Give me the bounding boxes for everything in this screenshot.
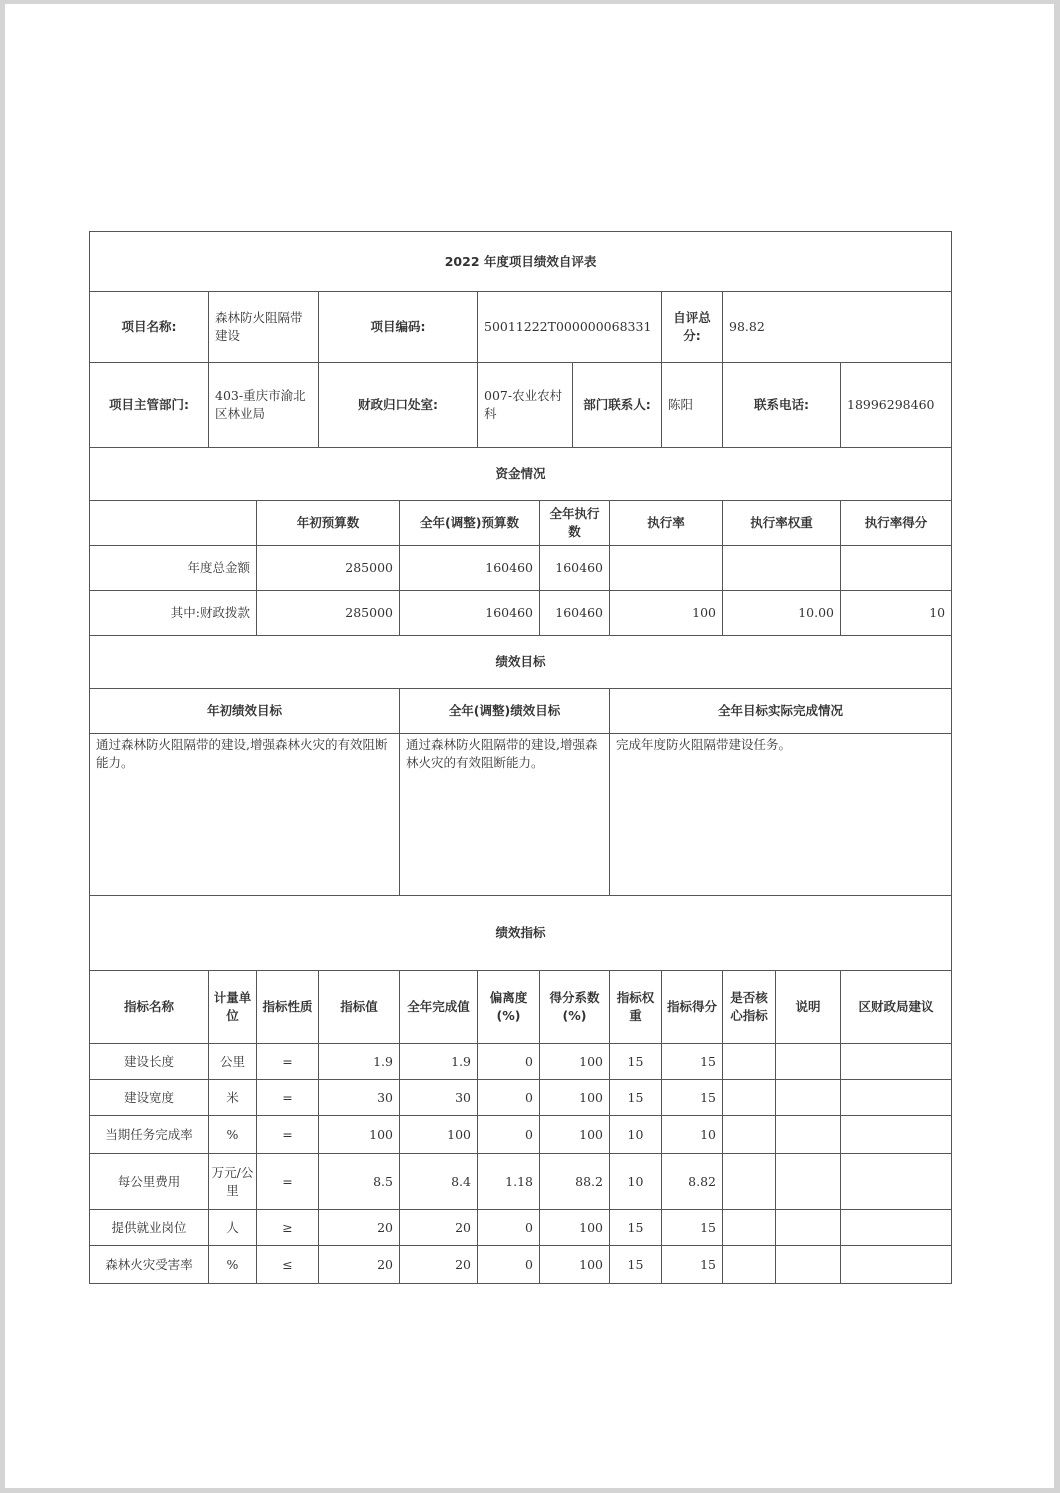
ind-unit-cell: 公里 — [209, 1044, 257, 1080]
contact-label: 部门联系人: — [573, 363, 662, 448]
ind-target-cell: 100 — [319, 1116, 400, 1154]
indicator-row — [90, 1116, 952, 1154]
indicator-row — [90, 1080, 952, 1116]
ind-nature-cell: = — [257, 1154, 319, 1210]
ind-actual-cell: 30 — [400, 1080, 478, 1116]
funds-row-label: 其中:财政拨款 — [90, 591, 257, 636]
ind-nature-cell: ≤ — [257, 1246, 319, 1284]
ind-deviation-cell: 0 — [478, 1246, 540, 1284]
ind-deviation-cell: 0 — [478, 1116, 540, 1154]
ind-actual-cell: 1.9 — [400, 1044, 478, 1080]
ind-header-deviation: 偏离度(%) — [478, 971, 540, 1044]
ind-target-cell: 8.5 — [319, 1154, 400, 1210]
ind-header-name: 指标名称 — [90, 971, 209, 1044]
funds-budget-cell: 285000 — [257, 591, 400, 636]
ind-header-note: 说明 — [776, 971, 841, 1044]
ind-name-cell: 每公里费用 — [90, 1154, 209, 1210]
ind-coef-cell: 100 — [540, 1080, 610, 1116]
funds-score-cell: 10 — [841, 591, 952, 636]
page-title: 2022 年度项目绩效自评表 — [90, 232, 952, 292]
ind-coef-cell: 100 — [540, 1246, 610, 1284]
contact-value: 陈阳 — [662, 363, 723, 448]
goal-adjusted-text: 通过森林防火阻隔带的建设,增强森林火灾的有效阻断能力。 — [400, 734, 610, 896]
funds-row-fiscal — [90, 591, 952, 636]
ind-deviation-cell: 1.18 — [478, 1154, 540, 1210]
ind-note-cell — [776, 1116, 841, 1154]
funds-executed-cell: 160460 — [540, 546, 610, 591]
ind-weight-cell: 15 — [610, 1080, 662, 1116]
ind-header-advice: 区财政局建议 — [841, 971, 952, 1044]
ind-weight-cell: 15 — [610, 1210, 662, 1246]
project-name-label: 项目名称: — [90, 292, 209, 363]
goals-section-header: 绩效目标 — [90, 636, 952, 689]
ind-nature-cell: ≥ — [257, 1210, 319, 1246]
funds-section-header: 资金情况 — [90, 448, 952, 501]
indicators-body — [90, 1044, 952, 1284]
funds-rate-cell: 100 — [610, 591, 723, 636]
performance-self-evaluation-table — [89, 231, 952, 1284]
ind-core-cell — [723, 1080, 776, 1116]
indicators-section-header: 绩效指标 — [90, 896, 952, 971]
ind-weight-cell: 10 — [610, 1116, 662, 1154]
ind-name-cell: 森林火灾受害率 — [90, 1246, 209, 1284]
ind-score-cell: 15 — [662, 1080, 723, 1116]
ind-note-cell — [776, 1246, 841, 1284]
ind-unit-cell: % — [209, 1246, 257, 1284]
ind-name-cell: 建设宽度 — [90, 1080, 209, 1116]
ind-core-cell — [723, 1210, 776, 1246]
ind-core-cell — [723, 1154, 776, 1210]
ind-coef-cell: 88.2 — [540, 1154, 610, 1210]
ind-name-cell: 提供就业岗位 — [90, 1210, 209, 1246]
ind-note-cell — [776, 1044, 841, 1080]
funds-row-total — [90, 546, 952, 591]
ind-actual-cell: 8.4 — [400, 1154, 478, 1210]
ind-score-cell: 15 — [662, 1210, 723, 1246]
indicator-row — [90, 1044, 952, 1080]
ind-deviation-cell: 0 — [478, 1080, 540, 1116]
ind-advice-cell — [841, 1044, 952, 1080]
goal-actual-text: 完成年度防火阻隔带建设任务。 — [610, 734, 952, 896]
ind-header-nature: 指标性质 — [257, 971, 319, 1044]
ind-target-cell: 20 — [319, 1246, 400, 1284]
ind-core-cell — [723, 1246, 776, 1284]
ind-target-cell: 1.9 — [319, 1044, 400, 1080]
funds-adjusted-cell: 160460 — [400, 591, 540, 636]
project-code-value: 50011222T000000068331 — [478, 292, 662, 363]
ind-weight-cell: 10 — [610, 1154, 662, 1210]
indicators-header-row — [90, 971, 952, 1044]
ind-advice-cell — [841, 1210, 952, 1246]
ind-deviation-cell: 0 — [478, 1044, 540, 1080]
indicator-row — [90, 1246, 952, 1284]
score-label: 自评总分: — [662, 292, 723, 363]
funds-header-score: 执行率得分 — [841, 501, 952, 546]
ind-header-score: 指标得分 — [662, 971, 723, 1044]
ind-header-core: 是否核心指标 — [723, 971, 776, 1044]
funds-header-executed: 全年执行数 — [540, 501, 610, 546]
funds-header-weight: 执行率权重 — [723, 501, 841, 546]
ind-score-cell: 15 — [662, 1044, 723, 1080]
funds-row-label: 年度总金额 — [90, 546, 257, 591]
goals-header-adjusted: 全年(调整)绩效目标 — [400, 689, 610, 734]
ind-core-cell — [723, 1116, 776, 1154]
dept-value: 403-重庆市渝北区林业局 — [209, 363, 319, 448]
funds-budget-cell: 285000 — [257, 546, 400, 591]
ind-coef-cell: 100 — [540, 1044, 610, 1080]
ind-note-cell — [776, 1210, 841, 1246]
ind-advice-cell — [841, 1246, 952, 1284]
ind-header-target: 指标值 — [319, 971, 400, 1044]
ind-target-cell: 30 — [319, 1080, 400, 1116]
ind-target-cell: 20 — [319, 1210, 400, 1246]
funds-header-blank — [90, 501, 257, 546]
indicator-row — [90, 1154, 952, 1210]
score-value: 98.82 — [723, 292, 952, 363]
indicator-row — [90, 1210, 952, 1246]
ind-nature-cell: = — [257, 1044, 319, 1080]
ind-weight-cell: 15 — [610, 1044, 662, 1080]
ind-name-cell: 当期任务完成率 — [90, 1116, 209, 1154]
funds-weight-cell: 10.00 — [723, 591, 841, 636]
ind-name-cell: 建设长度 — [90, 1044, 209, 1080]
ind-deviation-cell: 0 — [478, 1210, 540, 1246]
funds-adjusted-cell: 160460 — [400, 546, 540, 591]
ind-nature-cell: = — [257, 1116, 319, 1154]
funds-weight-cell — [723, 546, 841, 591]
ind-unit-cell: 米 — [209, 1080, 257, 1116]
funds-rate-cell — [610, 546, 723, 591]
ind-header-weight: 指标权重 — [610, 971, 662, 1044]
goals-header-actual: 全年目标实际完成情况 — [610, 689, 952, 734]
ind-coef-cell: 100 — [540, 1210, 610, 1246]
ind-score-cell: 8.82 — [662, 1154, 723, 1210]
phone-label: 联系电话: — [723, 363, 841, 448]
ind-actual-cell: 20 — [400, 1246, 478, 1284]
phone-value: 18996298460 — [841, 363, 952, 448]
goal-initial-text: 通过森林防火阻隔带的建设,增强森林火灾的有效阻断能力。 — [90, 734, 400, 896]
ind-nature-cell: = — [257, 1080, 319, 1116]
ind-header-coef: 得分系数(%) — [540, 971, 610, 1044]
project-code-label: 项目编码: — [319, 292, 478, 363]
ind-actual-cell: 100 — [400, 1116, 478, 1154]
funds-executed-cell: 160460 — [540, 591, 610, 636]
ind-advice-cell — [841, 1080, 952, 1116]
funds-header-rate: 执行率 — [610, 501, 723, 546]
ind-unit-cell: % — [209, 1116, 257, 1154]
finance-value: 007-农业农村科 — [478, 363, 573, 448]
ind-note-cell — [776, 1154, 841, 1210]
ind-score-cell: 15 — [662, 1246, 723, 1284]
project-name-value: 森林防火阻隔带建设 — [209, 292, 319, 363]
ind-header-actual: 全年完成值 — [400, 971, 478, 1044]
funds-header-adjusted: 全年(调整)预算数 — [400, 501, 540, 546]
funds-header-budget: 年初预算数 — [257, 501, 400, 546]
finance-label: 财政归口处室: — [319, 363, 478, 448]
ind-note-cell — [776, 1080, 841, 1116]
ind-score-cell: 10 — [662, 1116, 723, 1154]
ind-unit-cell: 万元/公里 — [209, 1154, 257, 1210]
funds-score-cell — [841, 546, 952, 591]
ind-weight-cell: 15 — [610, 1246, 662, 1284]
goals-header-initial: 年初绩效目标 — [90, 689, 400, 734]
ind-advice-cell — [841, 1116, 952, 1154]
ind-unit-cell: 人 — [209, 1210, 257, 1246]
dept-label: 项目主管部门: — [90, 363, 209, 448]
ind-coef-cell: 100 — [540, 1116, 610, 1154]
ind-advice-cell — [841, 1154, 952, 1210]
ind-actual-cell: 20 — [400, 1210, 478, 1246]
ind-core-cell — [723, 1044, 776, 1080]
ind-header-unit: 计量单位 — [209, 971, 257, 1044]
